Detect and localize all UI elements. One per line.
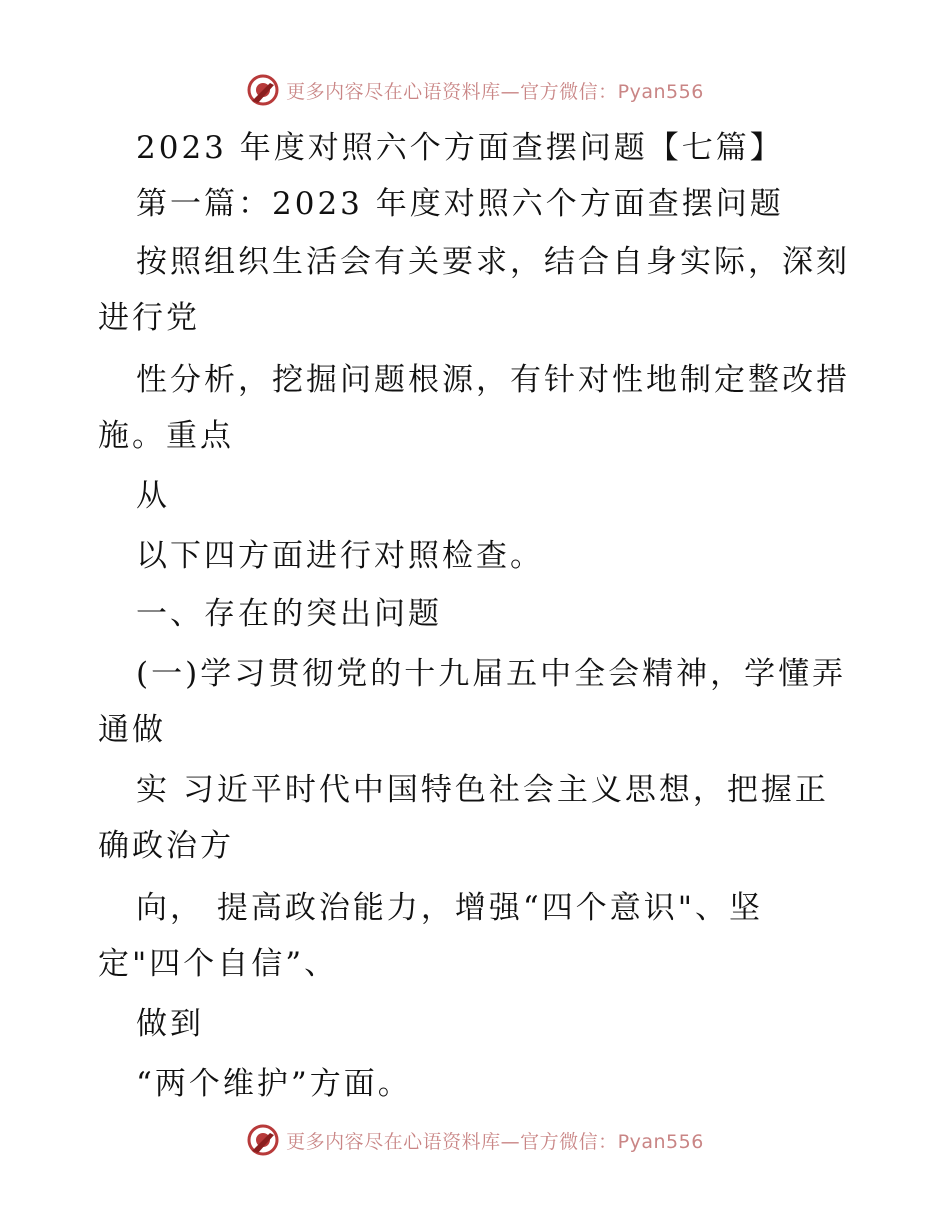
paragraph-line: 以下四方面进行对照检查。: [136, 538, 544, 574]
pen-logo-icon: [246, 1123, 280, 1157]
document-title: 2023 年度对照六个方面查摆问题【七篇】: [136, 130, 784, 166]
subsection-heading: 一、存在的突出问题: [136, 596, 442, 632]
paragraph-line: 通做: [98, 712, 166, 748]
header-watermark-banner: [0, 70, 950, 110]
paragraph-line: 从: [136, 478, 170, 514]
paragraph-line: “两个维护”方面。: [136, 1066, 412, 1102]
section-heading: 第一篇：2023 年度对照六个方面查摆问题: [136, 186, 784, 222]
banner-inner: [246, 1123, 704, 1157]
paragraph-line: 做到: [136, 1006, 204, 1042]
paragraph-line: 确政治方: [98, 828, 234, 864]
banner-inner: [246, 73, 704, 107]
paragraph-line: 实 习近平时代中国特色社会主义思想，把握正: [136, 772, 829, 808]
footer-banner-text: 更多内容尽在心语资料库—官方微信：Pyan556: [286, 1130, 704, 1153]
header-banner-text: 更多内容尽在心语资料库—官方微信：Pyan556: [286, 80, 704, 103]
paragraph-line: 按照组织生活会有关要求，结合自身实际，深刻: [136, 244, 850, 280]
paragraph-line: 定"四个自信”、: [98, 946, 339, 982]
footer-watermark-banner: [0, 1120, 950, 1160]
paragraph-line: 进行党: [98, 300, 200, 336]
paragraph-line: 施。重点: [98, 418, 234, 454]
paragraph-line: 性分析，挖掘问题根源，有针对性地制定整改措: [136, 362, 850, 398]
paragraph-line: (一)学习贯彻党的十九届五中全会精神，学懂弄: [136, 656, 847, 692]
pen-logo-icon: [246, 73, 280, 107]
paragraph-line: 向， 提高政治能力，增强“四个意识"、坚: [136, 890, 763, 926]
